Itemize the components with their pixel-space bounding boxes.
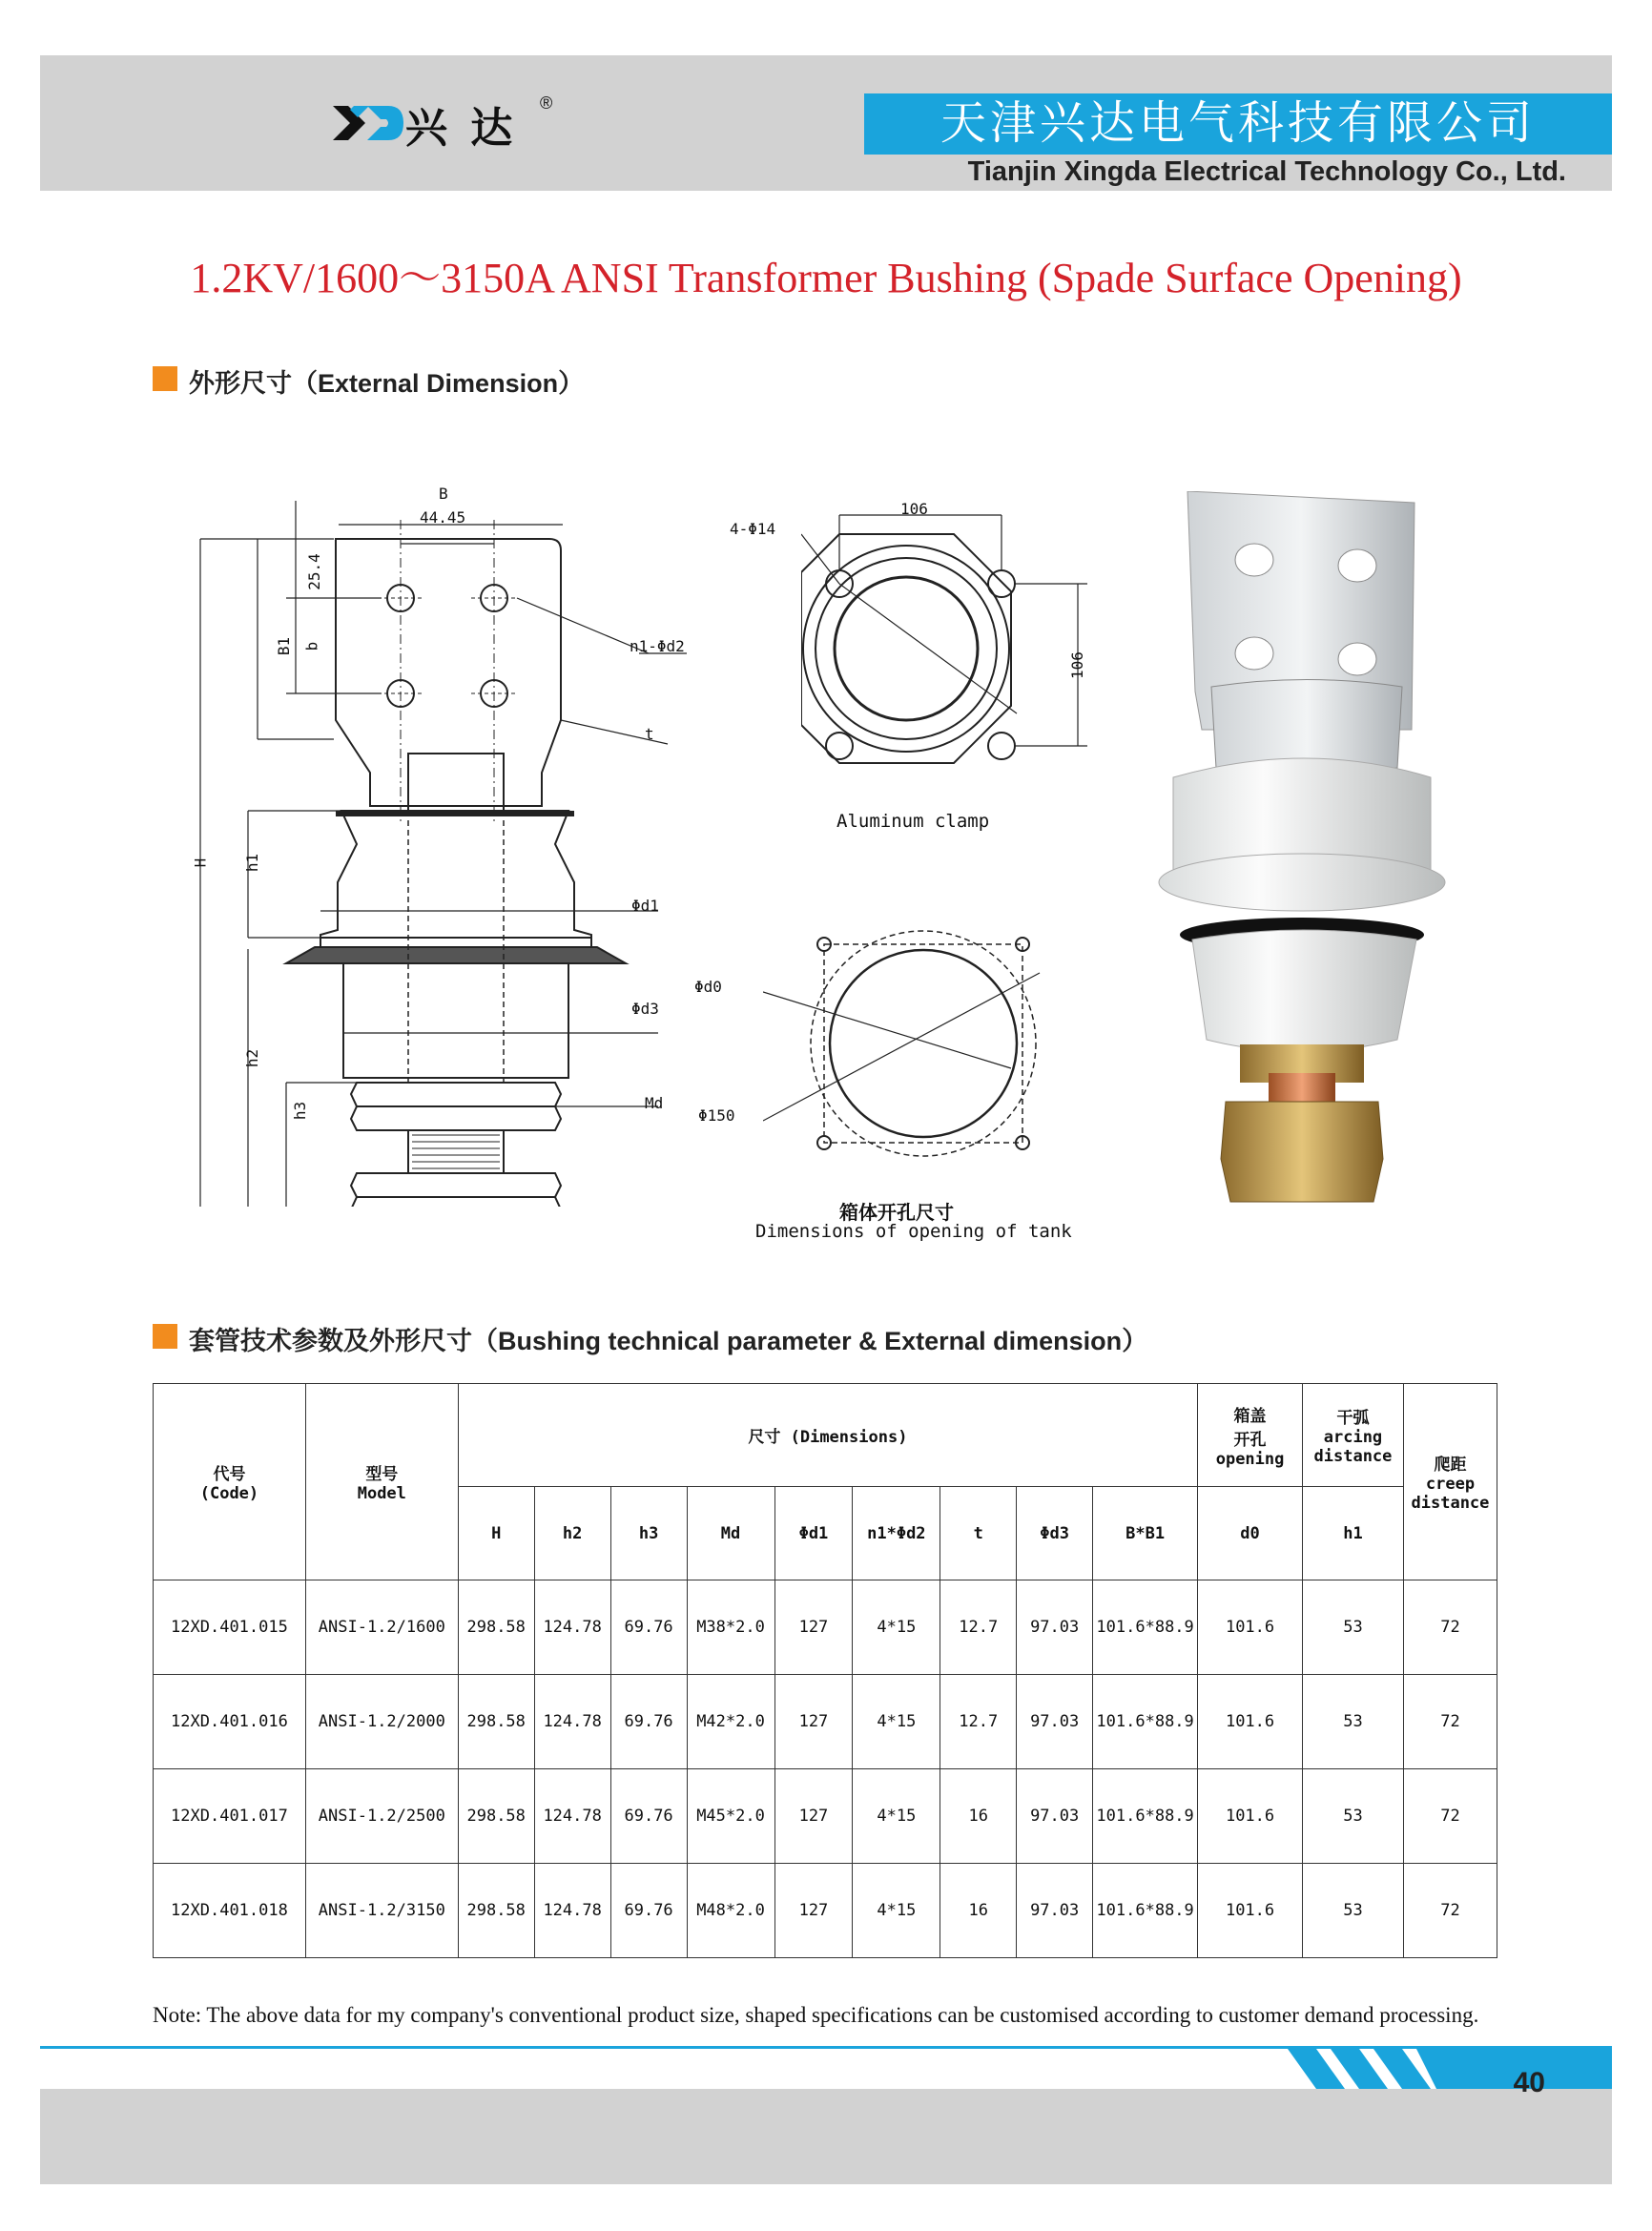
footnote: Note: The above data for my company's conventional product size, shaped specifications can be customised according to customer demand processing. — [153, 2003, 1479, 2027]
col-header: Φd3 — [1017, 1487, 1093, 1580]
tank-d0-label: Φd0 — [694, 978, 722, 996]
col-header: h3 — [610, 1487, 687, 1580]
header-arcing: 干弧 arcing distance — [1303, 1384, 1404, 1487]
clamp-caption: Aluminum clamp — [836, 811, 990, 832]
col-header: B*B1 — [1093, 1487, 1198, 1580]
tank-opening-drawing — [763, 916, 1078, 1164]
col-header: h2 — [534, 1487, 610, 1580]
tank-caption-cn: 箱体开孔尺寸 — [839, 1201, 954, 1224]
page-title: 1.2KV/1600～3150A ANSI Transformer Bushing (Spade Surface Opening) — [190, 255, 1462, 301]
tank-d150-label: Φ150 — [698, 1106, 735, 1125]
table-row: 12XD.401.018 ANSI-1.2/3150 298.58 124.78 69.76 M48*2.0 127 4*15 16 97.03 101.6*88.9 101.6 53 72 — [154, 1864, 1497, 1958]
tank-caption-en: Dimensions of opening of tank — [755, 1221, 1072, 1242]
section-marker — [153, 1324, 177, 1349]
header-model: 型号 Model — [305, 1384, 458, 1580]
company-name-en: Tianjin Xingda Electrical Technology Co., Ltd. — [967, 156, 1566, 187]
dim-label-B1: B1 — [275, 636, 294, 656]
company-name-cn: 天津兴达电气科技有限公司 — [864, 93, 1612, 155]
dim-label-d1: Φd1 — [631, 897, 659, 915]
clamp-holes-label: 4-Φ14 — [730, 520, 776, 538]
dim-label-Md: Md — [645, 1094, 664, 1112]
col-header: n1*Φd2 — [853, 1487, 940, 1580]
clamp-dim-side: 106 — [1067, 651, 1086, 679]
footer-band — [40, 2089, 1612, 2184]
logo-text: 兴 达 — [405, 105, 519, 152]
section-technical-parameter: 套管技术参数及外形尺寸（Bushing technical parameter & External dimension） — [189, 1327, 1148, 1355]
dim-label-h1: h1 — [243, 853, 262, 873]
dim-label-h3: h3 — [291, 1101, 310, 1121]
registered-mark: ® — [540, 93, 553, 113]
dim-label-254: 25.4 — [304, 553, 323, 590]
col-header: t — [940, 1487, 1017, 1580]
header-opening: 箱盖 开孔 opening — [1198, 1384, 1303, 1487]
page-number: 40 — [1513, 2067, 1545, 2098]
section-external-dimension: 外形尺寸（External Dimension） — [189, 369, 585, 398]
section-marker — [153, 366, 177, 391]
header-dimensions: 尺寸 (Dimensions) — [458, 1384, 1197, 1487]
company-logo-icon — [329, 98, 405, 148]
dim-label-B: B — [439, 485, 448, 503]
col-header: H — [458, 1487, 534, 1580]
bushing-product-photo — [1140, 491, 1459, 1207]
table-row: 12XD.401.017 ANSI-1.2/2500 298.58 124.78 69.76 M45*2.0 127 4*15 16 97.03 101.6*88.9 101.6 53 72 — [154, 1769, 1497, 1864]
clamp-dim-top: 106 — [900, 500, 928, 518]
dim-label-t: t — [645, 725, 654, 743]
header-creep: 爬距 creep distance — [1403, 1384, 1497, 1580]
bushing-dimension-drawing — [191, 482, 687, 1207]
header-code: 代号 (Code) — [154, 1384, 306, 1580]
dim-label-d3: Φd3 — [631, 1000, 659, 1018]
col-header: d0 — [1198, 1487, 1303, 1580]
col-header: Φd1 — [774, 1487, 853, 1580]
dim-label-H: H — [191, 857, 210, 868]
dim-label-b: b — [302, 641, 321, 651]
table-row: 12XD.401.016 ANSI-1.2/2000 298.58 124.78 69.76 M42*2.0 127 4*15 12.7 97.03 101.6*88.9 101.6 53 72 — [154, 1675, 1497, 1769]
aluminum-clamp-drawing — [801, 496, 1116, 792]
spec-table — [153, 1383, 1497, 1958]
dim-label-n1d2: n1-Φd2 — [630, 637, 685, 655]
dim-label-h2: h2 — [243, 1048, 262, 1068]
table-row: 12XD.401.015 ANSI-1.2/1600 298.58 124.78 69.76 M38*2.0 127 4*15 12.7 97.03 101.6*88.9 101.6 53 72 — [154, 1580, 1497, 1675]
col-header: Md — [687, 1487, 774, 1580]
dim-label-4445: 44.45 — [420, 508, 466, 527]
col-header: h1 — [1303, 1487, 1404, 1580]
